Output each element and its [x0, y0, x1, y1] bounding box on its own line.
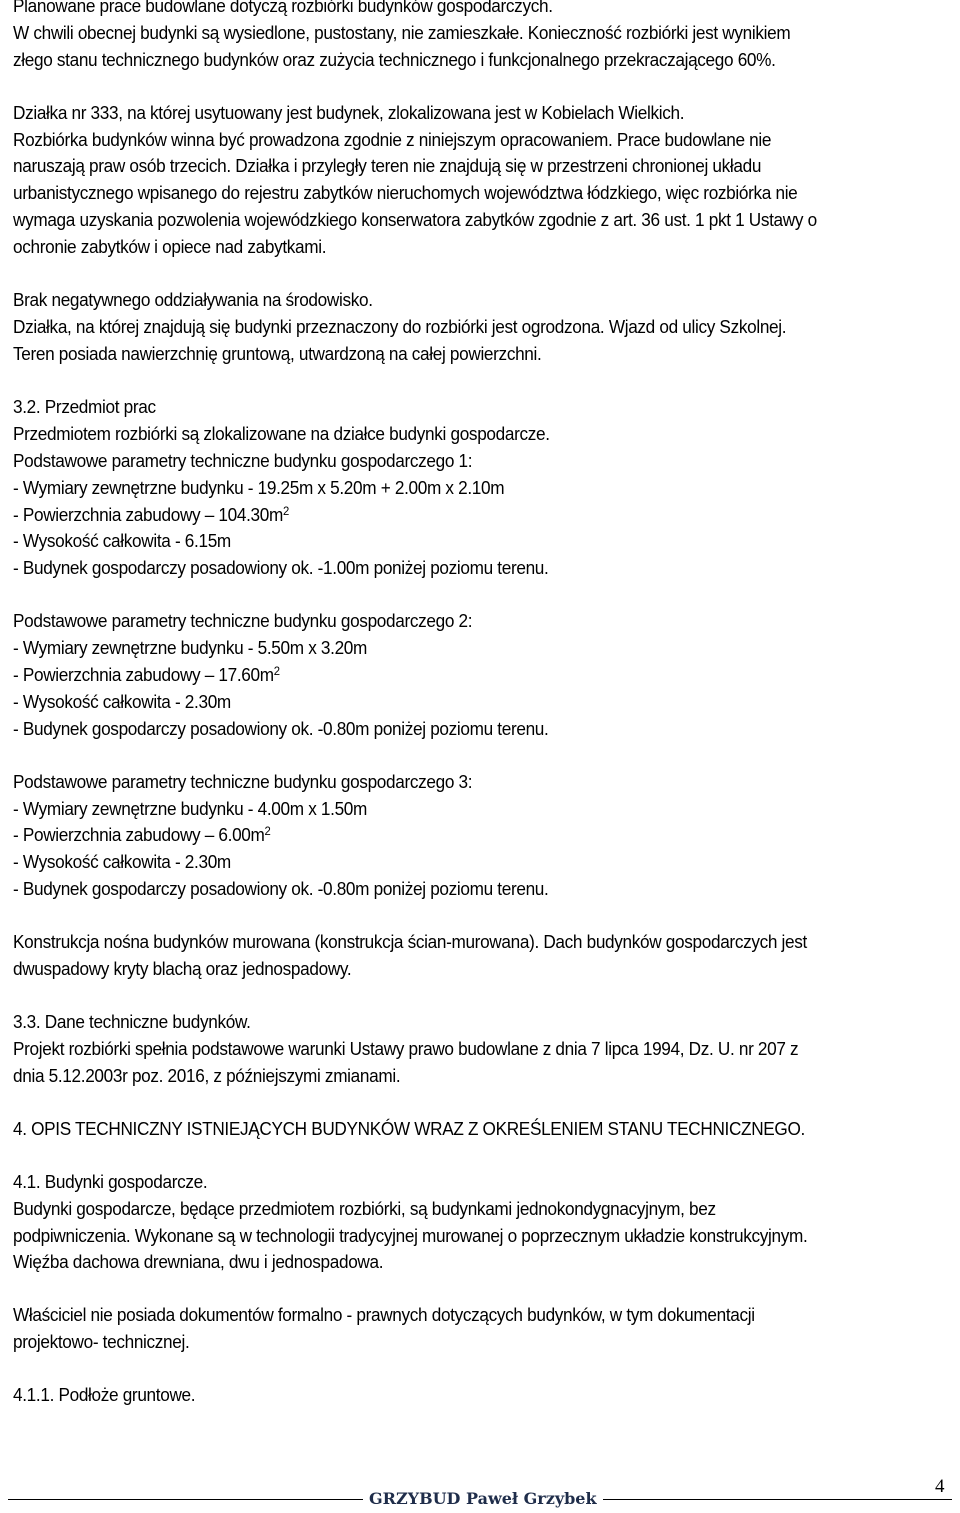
- text-line: Podstawowe parametry techniczne budynku gospodarczego 2:: [13, 610, 473, 631]
- superscript: 2: [282, 504, 289, 518]
- list-item-text: - Powierzchnia zabudowy – 6.00m: [13, 824, 265, 845]
- list-item-text: - Powierzchnia zabudowy – 104.30m: [13, 504, 283, 525]
- text-line: Brak negatywnego oddziaływania na środowisko.: [13, 289, 373, 310]
- text-line: złego stanu technicznego budynków oraz zużycia technicznego i funkcjonalnego przekraczającego 60%.: [13, 49, 776, 70]
- section-heading: 4. OPIS TECHNICZNY ISTNIEJĄCYCH BUDYNKÓW WRAZ Z OKREŚLENIEM STANU TECHNICZNEGO.: [13, 1118, 805, 1139]
- list-item: [13, 662, 280, 688]
- list-item: - Budynek gospodarczy posadowiony ok. -1.00m poniżej poziomu terenu.: [13, 557, 549, 578]
- text-line: Podstawowe parametry techniczne budynku gospodarczego 1:: [13, 450, 473, 471]
- text-line: Podstawowe parametry techniczne budynku gospodarczego 3:: [13, 771, 473, 792]
- page-number: 4: [935, 1476, 945, 1497]
- list-item: - Wysokość całkowita - 2.30m: [13, 851, 231, 872]
- footer-author: GRZYBUD Paweł Grzybek: [363, 1488, 603, 1510]
- text-line: urbanistycznego wpisanego do rejestru zabytków nieruchomych województwa łódzkiego, więc rozbiórka nie: [13, 182, 798, 203]
- section-heading: 3.2. Przedmiot prac: [13, 396, 156, 417]
- text-line: Planowane prace budowlane dotyczą rozbiórki budynków gospodarczych.: [13, 0, 553, 16]
- text-line: Działka nr 333, na której usytuowany jest budynek, zlokalizowana jest w Kobielach Wielkich.: [13, 102, 685, 123]
- text-line: Przedmiotem rozbiórki są zlokalizowane na działce budynki gospodarcze.: [13, 423, 550, 444]
- text-line: Właściciel nie posiada dokumentów formalno - prawnych dotyczących budynków, w tym dokumentacji: [13, 1304, 755, 1325]
- text-line: dwuspadowy kryty blachą oraz jednospadowy.: [13, 958, 352, 979]
- list-item: [13, 502, 289, 528]
- text-line: Więźba dachowa drewniana, dwu i jednospadowa.: [13, 1251, 384, 1272]
- text-line: Rozbiórka budynków winna być prowadzona zgodnie z niniejszym opracowaniem. Prace budowlane nie: [13, 129, 772, 150]
- list-item: - Wysokość całkowita - 6.15m: [13, 530, 231, 551]
- superscript: 2: [273, 664, 280, 678]
- text-line: projektowo- technicznej.: [13, 1331, 190, 1352]
- text-line: Działka, na której znajdują się budynki przeznaczony do rozbiórki jest ogrodzona. Wjazd od ulicy Szkolnej.: [13, 316, 787, 337]
- list-item-text: - Powierzchnia zabudowy – 17.60m: [13, 664, 274, 685]
- text-line: Budynki gospodarcze, będące przedmiotem rozbiórki, są budynkami jednokondygnacyjnym, bez: [13, 1198, 716, 1219]
- text-line: dnia 5.12.2003r poz. 2016, z późniejszymi zmianami.: [13, 1065, 401, 1086]
- list-item: - Wymiary zewnętrzne budynku - 5.50m x 3.20m: [13, 637, 368, 658]
- text-line: Projekt rozbiórki spełnia podstawowe warunki Ustawy prawo budowlane z dnia 7 lipca 1994, Dz. U. nr 207 z: [13, 1038, 799, 1059]
- section-heading: 3.3. Dane techniczne budynków.: [13, 1011, 251, 1032]
- list-item: - Wysokość całkowita - 2.30m: [13, 691, 231, 712]
- text-line: ochronie zabytków i opiece nad zabytkami.: [13, 236, 327, 257]
- list-item: - Budynek gospodarczy posadowiony ok. -0.80m poniżej poziomu terenu.: [13, 718, 549, 739]
- section-heading: 4.1.1. Podłoże gruntowe.: [13, 1384, 196, 1405]
- section-heading: 4.1. Budynki gospodarcze.: [13, 1171, 208, 1192]
- text-line: W chwili obecnej budynki są wysiedlone, pustostany, nie zamieszkałe. Konieczność rozbiórki jest wynikiem: [13, 22, 791, 43]
- superscript: 2: [264, 824, 271, 838]
- list-item: [13, 822, 270, 848]
- list-item: - Wymiary zewnętrzne budynku - 4.00m x 1.50m: [13, 798, 368, 819]
- list-item: - Budynek gospodarczy posadowiony ok. -0.80m poniżej poziomu terenu.: [13, 878, 549, 899]
- text-line: podpiwniczenia. Wykonane są w technologii tradycyjnej murowanej o poprzecznym układzie konstrukcyjnym.: [13, 1225, 808, 1246]
- text-line: wymaga uzyskania pozwolenia wojewódzkiego konserwatora zabytków zgodnie z art. 36 ust. 1 pkt 1 Ustawy o: [13, 209, 817, 230]
- list-item: - Wymiary zewnętrzne budynku - 19.25m x 5.20m + 2.00m x 2.10m: [13, 477, 505, 498]
- text-line: Teren posiada nawierzchnię gruntową, utwardzoną na całej powierzchni.: [13, 343, 542, 364]
- text-line: naruszają praw osób trzecich. Działka i przyległy teren nie znajdują się w przestrzeni chronionej układu: [13, 155, 762, 176]
- text-line: Konstrukcja nośna budynków murowana (konstrukcja ścian-murowana). Dach budynków gospodarczych jest: [13, 931, 807, 952]
